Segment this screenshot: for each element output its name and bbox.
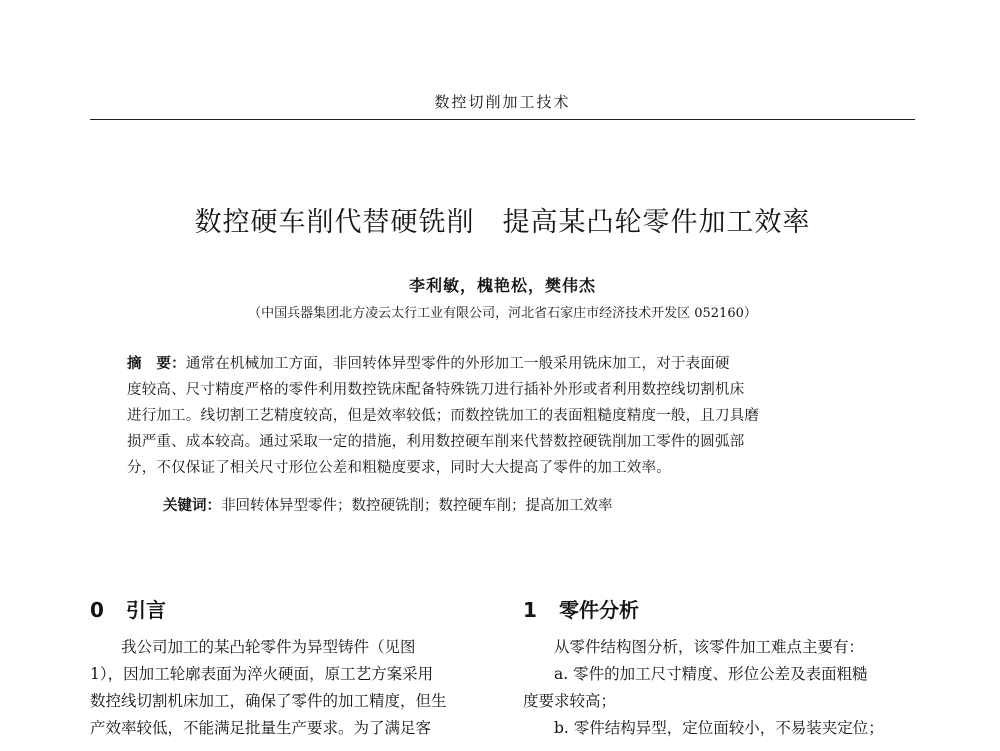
body-column-right [523, 634, 918, 742]
body-line: 1），因加工轮廓表面为淬火硬面，原工艺方案采用 [90, 665, 434, 683]
keywords-label: 关键词： [163, 497, 221, 514]
body-line: 数控线切割机床加工，确保了零件的加工精度，但生 [90, 692, 447, 710]
body-line: 我公司加工的某凸轮零件为异型铸件（见图 [90, 638, 416, 656]
body-column-left [90, 634, 485, 742]
section-heading-part-analysis [523, 594, 639, 623]
abstract-label: 摘 要： [127, 355, 186, 372]
section-title: 零件分析 [559, 598, 639, 622]
abstract-line: 度较高、尺寸精度严格的零件利用数控铣床配备特殊铣刀进行插补外形或者利用数控线切割机床 [127, 382, 745, 398]
body-line: a. 零件的加工尺寸精度、形位公差及表面粗糙 [523, 665, 868, 683]
abstract-line: 摘 要：通常在机械加工方面，非回转体异型零件的外形加工一般采用铣床加工，对于表面硬 [127, 355, 730, 372]
abstract-line: 进行加工。线切割工艺精度较高，但是效率较低；而数控铣加工的表面粗糙度精度一般，且刀具磨 [127, 408, 760, 424]
affiliation: （中国兵器集团北方凌云太行工业有限公司，河北省石家庄市经济技术开发区 052160） [248, 306, 757, 321]
abstract-line: 损严重、成本较高。通过采取一定的措施，利用数控硬车削来代替数控硬铣削加工零件的圆弧部 [127, 434, 745, 450]
body-line: 度要求较高； [523, 692, 617, 710]
section-title: 引言 [126, 598, 166, 622]
body-line: 产效率较低，不能满足批量生产要求。为了满足客 [90, 719, 432, 737]
abstract-line: 分，不仅保证了相关尺寸形位公差和粗糙度要求，同时大大提高了零件的加工效率。 [127, 460, 671, 476]
keywords [163, 494, 613, 515]
section-heading-introduction [90, 594, 166, 623]
section-number: 0 [90, 598, 104, 622]
body-line: b. 零件结构异型，定位面较小，不易装夹定位； [523, 719, 884, 737]
paper-title: 数控硬车削代替硬铣削 提高某凸轮零件加工效率 [194, 207, 811, 238]
keywords-text: 非回转体异型零件；数控硬铣削；数控硬车削；提高加工效率 [221, 498, 613, 514]
abstract [127, 351, 879, 481]
authors: 李利敏，槐艳松，樊伟杰 [408, 276, 596, 295]
section-number: 1 [523, 598, 537, 622]
body-line: 从零件结构图分析，该零件加工难点主要有： [523, 638, 865, 656]
running-head: 数控切削加工技术 [434, 93, 571, 111]
header-rule [90, 119, 915, 120]
